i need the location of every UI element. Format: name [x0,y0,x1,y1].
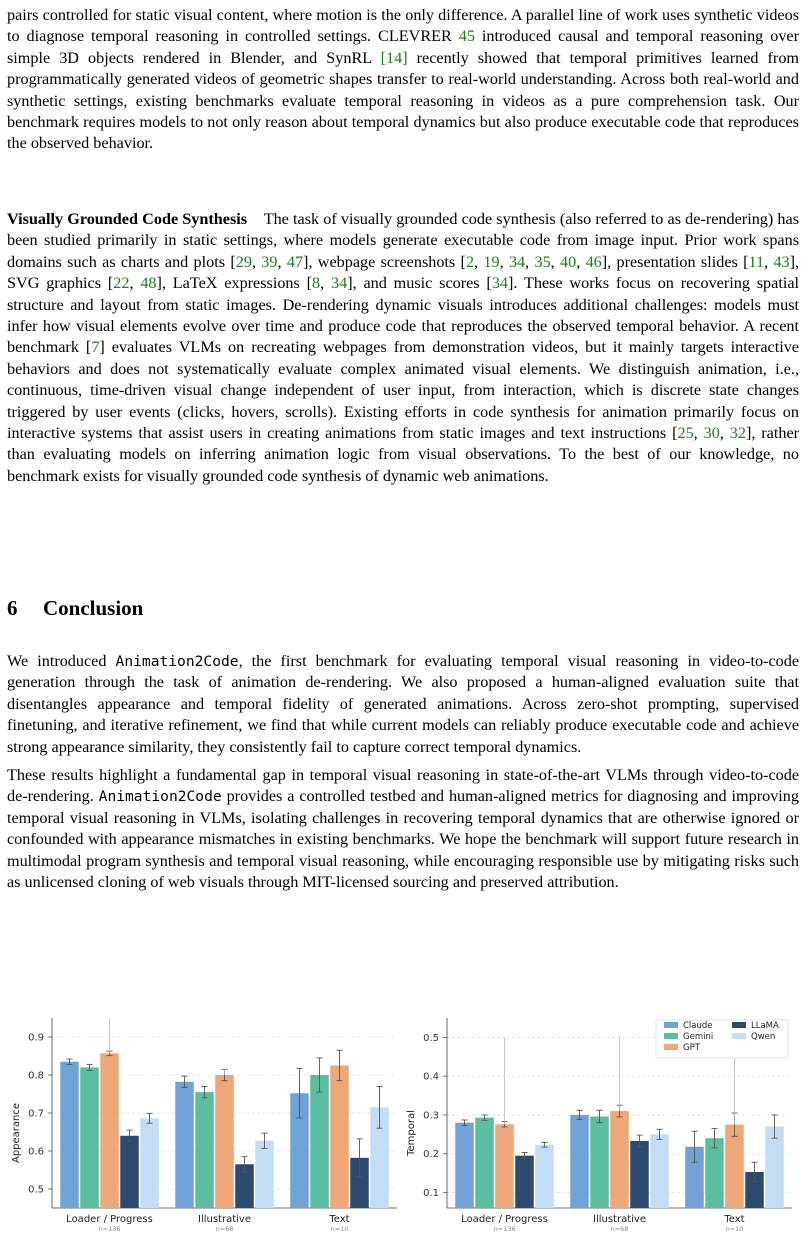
bar-llama [515,1156,534,1208]
legend-swatch [664,1022,678,1028]
bar-gemini [195,1092,214,1208]
citation[interactable]: 30 [703,424,720,443]
citation[interactable]: 40 [560,252,577,271]
benchmark-name: Animation2Code [115,653,239,670]
citation[interactable]: 7 [91,338,100,357]
citation[interactable]: 47 [286,252,304,271]
bar-gemini [310,1075,329,1208]
related-work-paragraph-synthetic: pairs controlled for static visual content, where motion is the only difference. A parallel line of work uses synthetic videos to diagnose temporal reasoning in controlled settings. CLEVRER 45 introduced causal and temporal reasoning over simple 3D objects rendered in Blender, and SynRL [14] recently showed that temporal primitives learned from programmatically generated videos of geometric shapes transfer to real-world understanding. Across both real-world and synthetic settings, existing benchmarks evaluate temporal reasoning in videos as a pure comprehension task. Our benchmark requires models to not only reason about temporal dynamics but also produce executable code that reproduces the observed behavior. [7,6,799,153]
y-tick-label: 0.4 [423,1071,439,1083]
citation[interactable]: 8 [312,274,321,293]
section-number: 6 [7,596,18,620]
bar-qwen [535,1145,554,1208]
citation[interactable]: 2 [465,252,475,271]
legend-label: Gemini [683,1032,714,1042]
bar-gemini [590,1116,609,1208]
bar-gpt [330,1066,349,1209]
legend-swatch [732,1033,746,1039]
x-tick-label: Loader / Progress [66,1214,153,1225]
paragraph-heading: Visually Grounded Code Synthesis [7,210,248,228]
legend-label: Qwen [751,1032,776,1042]
bar-qwen [255,1141,274,1208]
bar-claude [175,1082,194,1208]
x-tick-label: Illustrative [198,1214,251,1225]
bar-qwen [140,1118,159,1208]
citation[interactable]: 29 [235,252,252,271]
bar-gpt [495,1124,514,1208]
x-tick-label: Illustrative [593,1214,646,1225]
x-tick-label: Text [724,1214,745,1225]
citation[interactable]: 43 [773,252,790,271]
bar-gpt [100,1053,119,1208]
category-count-label: n=10 [725,1225,744,1233]
bar-claude [455,1123,474,1208]
citation[interactable]: 34 [508,252,526,271]
results-figure [0,1008,808,1237]
bar-gemini [705,1138,724,1208]
section-title: Conclusion [43,596,144,620]
conclusion-paragraph-1: We introduced Animation2Code, the first benchmark for evaluating temporal visual reasoning in video-to-code generation through the task of animation de-rendering. We also proposed a human-aligned evaluation suite that disentangles appearance and temporal fidelity of generated animations. Across zero-shot prompting, supervised finetuning, and iterative refinement, we find that while current models can reliably produce executable code and achieve strong appearance similarity, they consistently fail to capture correct temporal dynamics. [7,652,800,756]
bar-qwen [765,1127,784,1208]
category-count-label: n=136 [98,1225,121,1233]
category-count-label: n=10 [330,1225,349,1233]
bar-qwen [650,1134,669,1208]
bar-gpt [725,1125,744,1208]
y-tick-label: 0.8 [28,1070,44,1082]
citation[interactable]: 35 [534,252,551,271]
bar-gpt [610,1111,629,1208]
category-count-label: n=68 [610,1225,629,1233]
conclusion-paragraph-2: These results highlight a fundamental gap in temporal visual reasoning in state-of-the-art VLMs through video-to-code de-rendering. Animation2Code provides a controlled testbed and human-aligned metrics for diagnosing and improving temporal visual reasoning in VLMs, isolating challenges in recovering temporal dynamics that are otherwise ignored or confounded with appearance mismatches in existing benchmarks. We hope the benchmark will support future research in multimodal program synthesis and temporal visual reasoning, while encouraging responsible use by mitigating risks such as unlicensed cloning of web visuals through MIT-licensed sourcing and preserved attribution. [7,766,799,892]
citation[interactable]: 46 [585,252,602,271]
related-work-paragraph-code-synthesis: Visually Grounded Code Synthesis The task of visually grounded code synthesis (also referred to as de-rendering) has been studied primarily in static settings, where models generate executable code from image input. Prior work spans domains such as charts and plots [29, 39, 47], webpage screenshots [2, 19, 34, 35, 40, 46], presentation slides [11, 43], SVG graphics [22, 48], LaTeX expressions [8, 34], and music scores [34]. These works focus on recovering spatial structure and layout from static images. De-rendering dynamic visuals introduces additional challenges: models must infer how visual elements evolve over time and produce code that reproduces the observed temporal behavior. A recent benchmark [7] evaluates VLMs on recreating webpages from demonstration videos, but it mainly targets interactive behaviors and does not systematically evaluate complex animated visual elements. We distinguish animation, i.e., continuous, time-driven visual change independent of user input, from interaction, which is discrete state changes triggered by user events (clicks, hovers, scrolls). Existing efforts in code synthesis for animation primarily focus on interactive systems that assist users in creating animations from static images and text instructions [25, 30, 32], rather than evaluating models on inferring animation logic from visual observations. To the best of our knowledge, no benchmark exists for visually grounded code synthesis of dynamic web animations. [7,210,800,485]
citation[interactable]: 34 [491,274,508,293]
citation[interactable]: 14 [386,48,403,67]
y-tick-label: 0.6 [28,1146,44,1158]
y-axis-label: Appearance [11,1102,22,1164]
citation[interactable]: 32 [729,424,746,443]
citation[interactable]: 25 [677,424,694,443]
bar-gemini [80,1067,99,1208]
y-tick-label: 0.5 [28,1184,44,1196]
x-tick-label: Loader / Progress [461,1214,548,1225]
citation[interactable]: 11 [748,252,765,271]
bar-llama [120,1136,139,1208]
y-tick-label: 0.2 [423,1149,439,1161]
legend-label: GPT [683,1043,700,1053]
chart-panel-1 [11,1018,397,1233]
y-tick-label: 0.7 [28,1108,44,1120]
y-tick-label: 0.3 [423,1110,439,1122]
citation[interactable]: 45 [458,27,475,46]
legend-swatch [664,1044,678,1050]
bar-claude [570,1115,589,1208]
section-heading [7,596,143,621]
category-count-label: n=68 [215,1225,234,1233]
y-tick-label: 0.5 [423,1032,439,1044]
chart-panel-2 [406,1018,792,1233]
citation[interactable]: 39 [261,252,278,271]
citation[interactable]: 48 [140,274,157,293]
citation[interactable]: 19 [483,252,500,271]
y-axis-label: Temporal [406,1110,417,1156]
bar-llama [630,1141,649,1208]
y-tick-label: 0.1 [423,1187,439,1199]
citation[interactable]: 22 [113,274,130,293]
benchmark-name: Animation2Code [98,788,222,806]
bar-gemini [475,1118,494,1208]
legend-swatch [732,1022,746,1028]
y-tick-label: 0.9 [28,1032,44,1044]
legend-swatch [664,1033,678,1039]
bar-gpt [215,1075,234,1208]
bar-charts-svg [0,1008,808,1237]
bar-claude [60,1062,79,1208]
category-count-label: n=136 [493,1225,516,1233]
legend-label: Claude [683,1021,713,1031]
citation[interactable]: 34 [331,274,348,293]
legend-label: LLaMA [751,1021,779,1031]
x-tick-label: Text [329,1214,350,1225]
